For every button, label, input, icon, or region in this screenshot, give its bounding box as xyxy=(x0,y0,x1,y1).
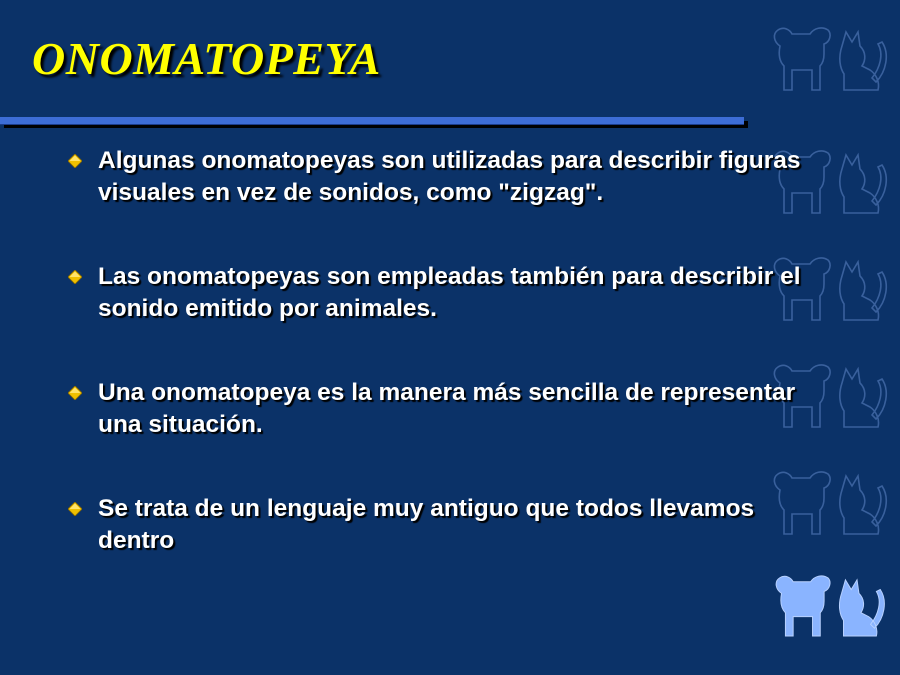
bullet-text: Algunas onomatopeyas son utilizadas para describir figuras visuales en vez de sonidos, como "zigzag". xyxy=(98,147,801,206)
diamond-bullet-icon xyxy=(68,154,82,168)
list-item xyxy=(64,261,824,325)
bullet-text: Se trata de un lenguaje muy antiguo que todos llevamos dentro xyxy=(98,495,755,554)
title-underline xyxy=(0,117,744,125)
diamond-bullet-icon xyxy=(68,386,82,400)
list-item xyxy=(64,145,824,209)
bullet-text: Las onomatopeyas son empleadas también para describir el sonido emitido por animales. xyxy=(98,263,801,322)
list-item xyxy=(64,377,824,441)
slide-title: ONOMATOPEYA xyxy=(32,33,381,84)
bullet-list xyxy=(64,145,824,609)
bullet-text: Una onomatopeya es la manera más sencilla de representar una situación. xyxy=(98,379,796,438)
diamond-bullet-icon xyxy=(68,270,82,284)
list-item xyxy=(64,493,824,557)
diamond-bullet-icon xyxy=(68,502,82,516)
dog-and-cat-icon xyxy=(766,18,890,114)
